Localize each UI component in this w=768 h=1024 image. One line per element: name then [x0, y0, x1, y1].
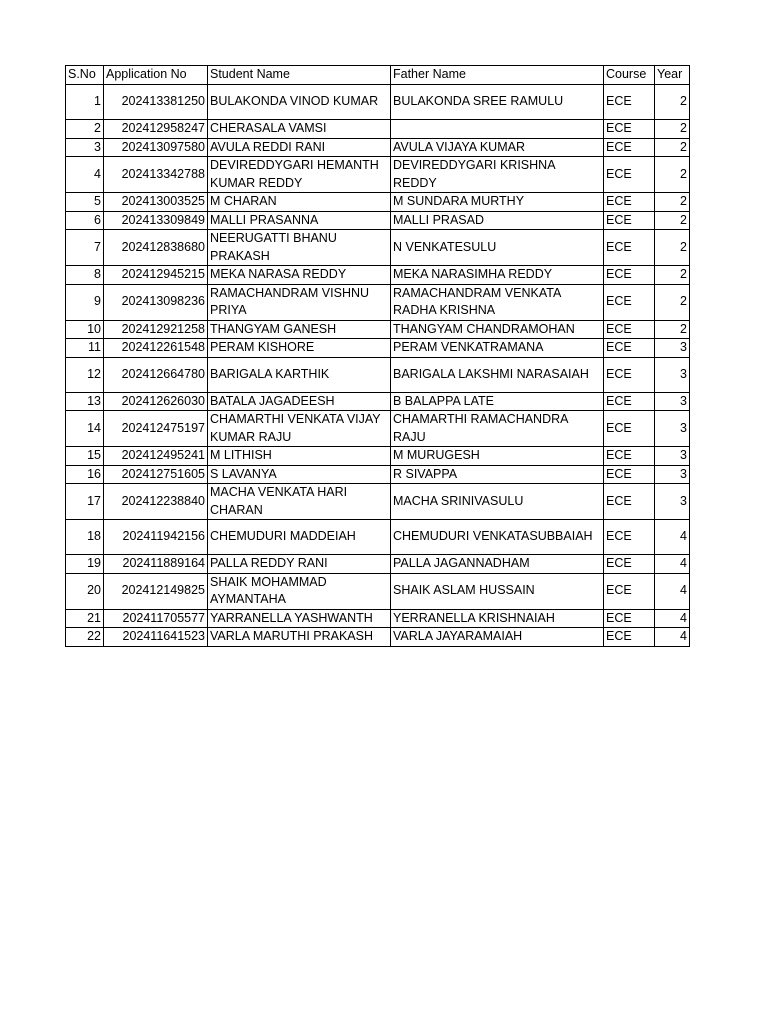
cell-student-name: S LAVANYA	[208, 465, 391, 484]
cell-course: ECE	[604, 573, 655, 609]
header-student-name: Student Name	[208, 66, 391, 85]
table-row	[66, 520, 690, 555]
cell-student-name: RAMACHANDRAM VISHNU PRIYA	[208, 284, 391, 320]
cell-father-name	[391, 120, 604, 139]
cell-application-no: 202413098236	[104, 284, 208, 320]
cell-student-name: CHERASALA VAMSI	[208, 120, 391, 139]
cell-father-name: PERAM VENKATRAMANA	[391, 339, 604, 358]
cell-application-no: 202412751605	[104, 465, 208, 484]
cell-father-name: M SUNDARA MURTHY	[391, 193, 604, 212]
cell-application-no: 202413342788	[104, 157, 208, 193]
table-row	[66, 609, 690, 628]
cell-course: ECE	[604, 447, 655, 466]
cell-sno: 17	[66, 484, 104, 520]
student-list-sheet	[65, 65, 690, 647]
cell-sno: 1	[66, 85, 104, 120]
cell-year: 4	[655, 555, 690, 574]
cell-course: ECE	[604, 357, 655, 392]
cell-student-name: VARLA MARUTHI PRAKASH	[208, 628, 391, 647]
cell-year: 2	[655, 120, 690, 139]
cell-student-name: M CHARAN	[208, 193, 391, 212]
cell-father-name: R SIVAPPA	[391, 465, 604, 484]
cell-course: ECE	[604, 628, 655, 647]
cell-student-name: BARIGALA KARTHIK	[208, 357, 391, 392]
table-row	[66, 85, 690, 120]
cell-sno: 22	[66, 628, 104, 647]
table-row	[66, 447, 690, 466]
cell-sno: 3	[66, 138, 104, 157]
table-row	[66, 392, 690, 411]
table-row	[66, 465, 690, 484]
cell-student-name: BULAKONDA VINOD KUMAR	[208, 85, 391, 120]
cell-sno: 13	[66, 392, 104, 411]
cell-year: 2	[655, 284, 690, 320]
cell-student-name: CHEMUDURI MADDEIAH	[208, 520, 391, 555]
table-row	[66, 573, 690, 609]
cell-father-name: CHAMARTHI RAMACHANDRA RAJU	[391, 411, 604, 447]
cell-course: ECE	[604, 85, 655, 120]
cell-application-no: 202412958247	[104, 120, 208, 139]
cell-application-no: 202412921258	[104, 320, 208, 339]
cell-course: ECE	[604, 120, 655, 139]
cell-student-name: NEERUGATTI BHANU PRAKASH	[208, 230, 391, 266]
table-row	[66, 339, 690, 358]
cell-sno: 7	[66, 230, 104, 266]
table-row	[66, 157, 690, 193]
cell-father-name: M MURUGESH	[391, 447, 604, 466]
cell-course: ECE	[604, 484, 655, 520]
cell-course: ECE	[604, 320, 655, 339]
table-row	[66, 211, 690, 230]
cell-father-name: PALLA JAGANNADHAM	[391, 555, 604, 574]
table-row	[66, 628, 690, 647]
header-year: Year	[655, 66, 690, 85]
cell-course: ECE	[604, 411, 655, 447]
cell-course: ECE	[604, 555, 655, 574]
cell-course: ECE	[604, 609, 655, 628]
cell-course: ECE	[604, 157, 655, 193]
cell-father-name: THANGYAM CHANDRAMOHAN	[391, 320, 604, 339]
cell-father-name: SHAIK ASLAM HUSSAIN	[391, 573, 604, 609]
cell-sno: 12	[66, 357, 104, 392]
cell-sno: 15	[66, 447, 104, 466]
cell-father-name: MALLI PRASAD	[391, 211, 604, 230]
cell-application-no: 202412475197	[104, 411, 208, 447]
cell-father-name: B BALAPPA LATE	[391, 392, 604, 411]
cell-year: 3	[655, 392, 690, 411]
cell-application-no: 202412626030	[104, 392, 208, 411]
cell-father-name: AVULA VIJAYA KUMAR	[391, 138, 604, 157]
cell-sno: 11	[66, 339, 104, 358]
cell-course: ECE	[604, 211, 655, 230]
cell-course: ECE	[604, 230, 655, 266]
cell-sno: 4	[66, 157, 104, 193]
cell-year: 2	[655, 157, 690, 193]
cell-application-no: 202413097580	[104, 138, 208, 157]
cell-year: 2	[655, 266, 690, 285]
cell-sno: 5	[66, 193, 104, 212]
cell-year: 2	[655, 85, 690, 120]
cell-year: 2	[655, 230, 690, 266]
cell-student-name: M LITHISH	[208, 447, 391, 466]
table-row	[66, 555, 690, 574]
cell-sno: 19	[66, 555, 104, 574]
cell-father-name: YERRANELLA KRISHNAIAH	[391, 609, 604, 628]
cell-student-name: MALLI PRASANNA	[208, 211, 391, 230]
cell-year: 2	[655, 193, 690, 212]
cell-year: 4	[655, 628, 690, 647]
cell-sno: 21	[66, 609, 104, 628]
cell-father-name: MEKA NARASIMHA REDDY	[391, 266, 604, 285]
cell-course: ECE	[604, 520, 655, 555]
header-row	[66, 66, 690, 85]
cell-course: ECE	[604, 339, 655, 358]
cell-application-no: 202411942156	[104, 520, 208, 555]
table-row	[66, 411, 690, 447]
cell-father-name: BULAKONDA SREE RAMULU	[391, 85, 604, 120]
cell-father-name: BARIGALA LAKSHMI NARASAIAH	[391, 357, 604, 392]
header-course: Course	[604, 66, 655, 85]
cell-course: ECE	[604, 138, 655, 157]
cell-student-name: BATALA JAGADEESH	[208, 392, 391, 411]
cell-sno: 18	[66, 520, 104, 555]
cell-application-no: 202413003525	[104, 193, 208, 212]
header-father-name: Father Name	[391, 66, 604, 85]
table-row	[66, 320, 690, 339]
cell-father-name: N VENKATESULU	[391, 230, 604, 266]
cell-year: 3	[655, 465, 690, 484]
cell-year: 3	[655, 411, 690, 447]
cell-year: 2	[655, 211, 690, 230]
cell-student-name: MEKA NARASA REDDY	[208, 266, 391, 285]
table-row	[66, 120, 690, 139]
cell-father-name: MACHA SRINIVASULU	[391, 484, 604, 520]
cell-student-name: YARRANELLA YASHWANTH	[208, 609, 391, 628]
cell-father-name: VARLA JAYARAMAIAH	[391, 628, 604, 647]
cell-sno: 9	[66, 284, 104, 320]
cell-application-no: 202413381250	[104, 85, 208, 120]
table-row	[66, 193, 690, 212]
cell-course: ECE	[604, 392, 655, 411]
cell-course: ECE	[604, 193, 655, 212]
cell-student-name: PERAM KISHORE	[208, 339, 391, 358]
cell-sno: 10	[66, 320, 104, 339]
cell-application-no: 202412838680	[104, 230, 208, 266]
cell-year: 4	[655, 573, 690, 609]
cell-sno: 8	[66, 266, 104, 285]
cell-father-name: DEVIREDDYGARI KRISHNA REDDY	[391, 157, 604, 193]
cell-application-no: 202412149825	[104, 573, 208, 609]
cell-student-name: AVULA REDDI RANI	[208, 138, 391, 157]
cell-father-name: CHEMUDURI VENKATASUBBAIAH	[391, 520, 604, 555]
student-table	[65, 65, 690, 647]
table-row	[66, 484, 690, 520]
cell-sno: 2	[66, 120, 104, 139]
cell-student-name: PALLA REDDY RANI	[208, 555, 391, 574]
cell-student-name: SHAIK MOHAMMAD AYMANTAHA	[208, 573, 391, 609]
cell-application-no: 202411641523	[104, 628, 208, 647]
cell-year: 2	[655, 138, 690, 157]
cell-application-no: 202411889164	[104, 555, 208, 574]
cell-application-no: 202412945215	[104, 266, 208, 285]
header-application-no: Application No	[104, 66, 208, 85]
cell-student-name: DEVIREDDYGARI HEMANTH KUMAR REDDY	[208, 157, 391, 193]
cell-course: ECE	[604, 266, 655, 285]
cell-course: ECE	[604, 284, 655, 320]
cell-year: 3	[655, 447, 690, 466]
cell-year: 4	[655, 609, 690, 628]
cell-sno: 6	[66, 211, 104, 230]
table-row	[66, 266, 690, 285]
cell-application-no: 202412238840	[104, 484, 208, 520]
header-sno: S.No	[66, 66, 104, 85]
cell-student-name: MACHA VENKATA HARI CHARAN	[208, 484, 391, 520]
cell-year: 3	[655, 357, 690, 392]
cell-course: ECE	[604, 465, 655, 484]
cell-application-no: 202412495241	[104, 447, 208, 466]
cell-application-no: 202412664780	[104, 357, 208, 392]
cell-student-name: CHAMARTHI VENKATA VIJAY KUMAR RAJU	[208, 411, 391, 447]
cell-application-no: 202412261548	[104, 339, 208, 358]
cell-year: 4	[655, 520, 690, 555]
table-row	[66, 230, 690, 266]
table-row	[66, 284, 690, 320]
cell-year: 3	[655, 484, 690, 520]
cell-year: 2	[655, 320, 690, 339]
cell-application-no: 202413309849	[104, 211, 208, 230]
cell-father-name: RAMACHANDRAM VENKATA RADHA KRISHNA	[391, 284, 604, 320]
table-row	[66, 357, 690, 392]
table-row	[66, 138, 690, 157]
cell-year: 3	[655, 339, 690, 358]
cell-sno: 14	[66, 411, 104, 447]
cell-sno: 16	[66, 465, 104, 484]
cell-application-no: 202411705577	[104, 609, 208, 628]
cell-sno: 20	[66, 573, 104, 609]
cell-student-name: THANGYAM GANESH	[208, 320, 391, 339]
